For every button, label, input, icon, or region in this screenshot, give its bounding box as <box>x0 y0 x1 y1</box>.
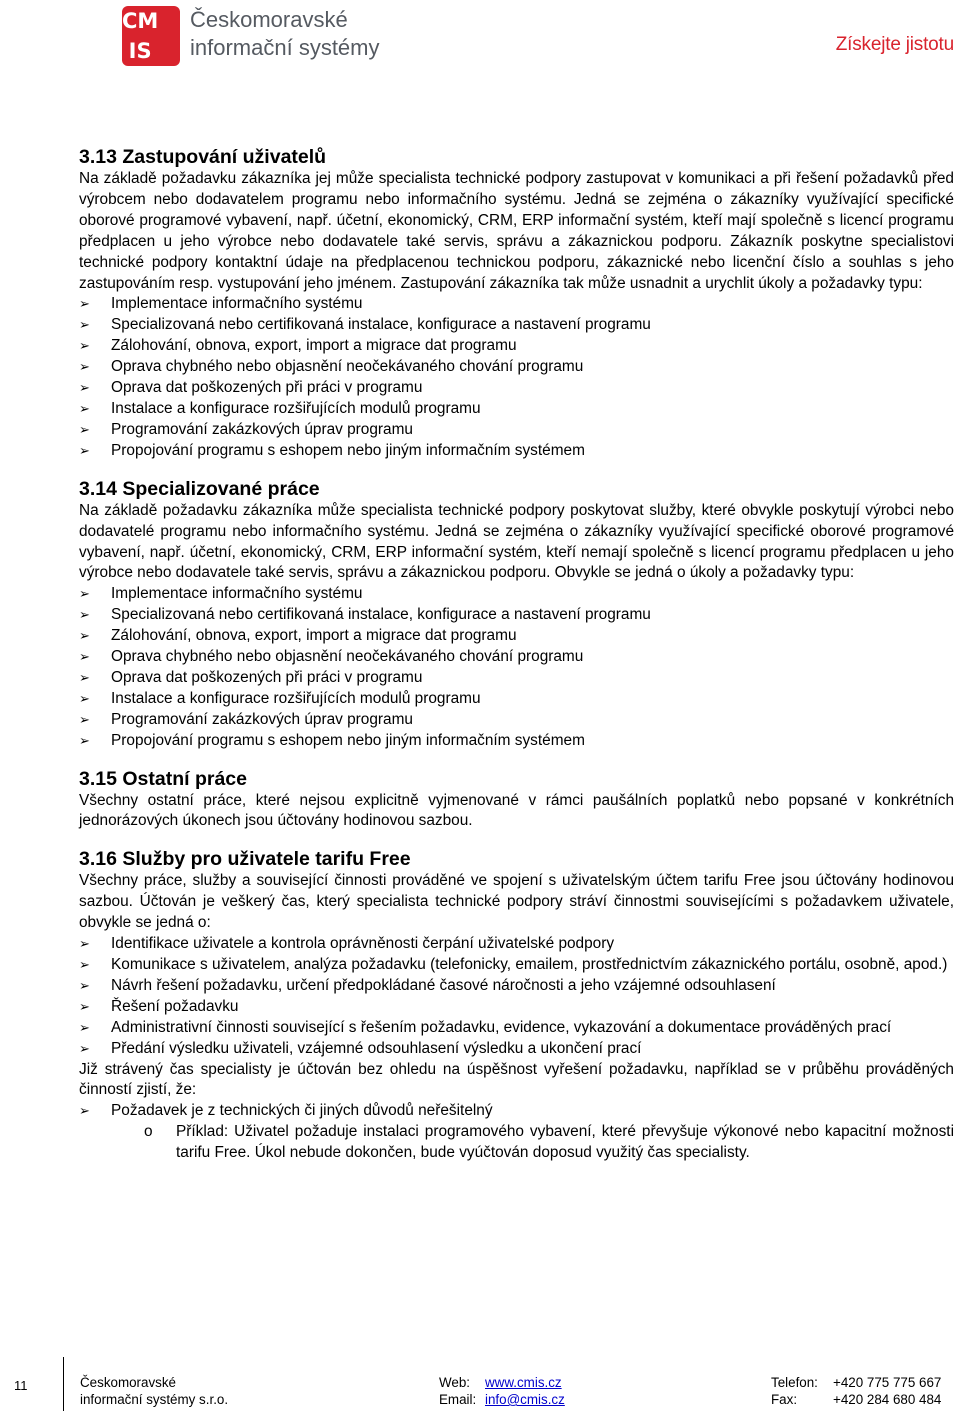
arrow-bullet-icon: ➢ <box>79 998 90 1014</box>
list-item <box>79 605 954 626</box>
list-item-text: Oprava chybného nebo objasnění neočekávaného chování programu <box>111 358 584 376</box>
list-item-text: Řešení požadavku <box>111 997 239 1015</box>
paragraph: Všechny práce, služby a související činnosti prováděné ve spojení s uživatelským účtem tarifu Free jsou účtovány hodinovou sazbou. Účtován je veškerý čas, který specialista technické podpory stráví činnostmi souvisejícími s požadavkem uživatele, obvykle se jedná o: <box>79 872 954 932</box>
web-label: Web: <box>439 1375 471 1390</box>
section-title: Specializované práce <box>122 477 320 500</box>
list-item <box>79 336 954 357</box>
list-item <box>79 731 954 752</box>
list-item-text: Specializovaná nebo certifikovaná instalace, konfigurace a nastavení programu <box>111 606 651 624</box>
logo-blank <box>158 36 180 66</box>
bullet-list <box>79 294 954 461</box>
section-number: 3.16 <box>79 848 117 871</box>
list-item-text: Propojování programu s eshopem nebo jiným informačním systémem <box>111 731 585 749</box>
arrow-bullet-icon: ➢ <box>79 628 90 644</box>
footer-contact <box>439 1374 565 1408</box>
bullet-list <box>79 584 954 751</box>
arrow-bullet-icon: ➢ <box>79 338 90 354</box>
section-title: Ostatní práce <box>122 767 248 790</box>
section-number: 3.14 <box>79 477 117 500</box>
logo-blank <box>158 6 180 36</box>
arrow-bullet-icon: ➢ <box>79 1103 90 1119</box>
arrow-bullet-icon: ➢ <box>79 317 90 333</box>
arrow-bullet-icon: ➢ <box>79 400 90 416</box>
list-item-text: Programování zakázkových úprav programu <box>111 420 413 438</box>
arrow-bullet-icon: ➢ <box>79 669 90 685</box>
fax-label: Fax: <box>771 1392 798 1407</box>
arrow-bullet-icon: ➢ <box>79 957 90 972</box>
list-item-text: Instalace a konfigurace rozšiřujících modulů programu <box>111 689 481 707</box>
list-item <box>79 357 954 378</box>
section-title: Služby pro uživatele tarifu Free <box>122 848 411 871</box>
logo-letters-bottom: IS <box>128 39 152 63</box>
list-item <box>79 710 954 731</box>
document-body <box>79 146 954 1164</box>
arrow-bullet-icon: ➢ <box>79 296 90 312</box>
arrow-bullet-icon: ➢ <box>79 607 90 623</box>
list-item-text: Zálohování, obnova, export, import a migrace dat programu <box>111 627 517 645</box>
company-name-line1: Českomoravské <box>190 7 348 32</box>
list-item-text: Implementace informačního systému <box>111 295 363 313</box>
list-item <box>79 934 954 955</box>
footer-company-line2: informační systémy s.r.o. <box>80 1392 229 1407</box>
list-item <box>79 1039 954 1060</box>
section-heading-3-13 <box>79 146 954 169</box>
logo-letters-top: CM <box>122 9 159 33</box>
sub-list-item-text: Příklad: Uživatel požaduje instalaci programového vybavení, které převyšuje výkonové nebo kapacitní možnosti tarifu Free. Úkol nebude dokončen, bude vyúčtován doposud využitý čas specialisty. <box>176 1123 954 1162</box>
section-number: 3.15 <box>79 767 117 790</box>
arrow-bullet-icon: ➢ <box>79 732 90 748</box>
list-item <box>79 420 954 441</box>
list-item-text: Návrh řešení požadavku, určení předpokládané časové náročnosti a jeho vzájemné odsouhlasení <box>111 976 776 994</box>
list-item-text: Implementace informačního systému <box>111 585 363 603</box>
arrow-bullet-icon: ➢ <box>79 977 90 993</box>
section-heading-3-16 <box>79 848 954 871</box>
footer-phones <box>771 1374 941 1408</box>
page-footer <box>0 1357 960 1411</box>
list-item-text: Instalace a konfigurace rozšiřujících modulů programu <box>111 399 481 417</box>
list-item-text: Komunikace s uživatelem, analýza požadavku (telefonicky, emailem, prostřednictvím zákaznického portálu, osobně, apod.) <box>111 956 948 973</box>
phone-number: +420 775 775 667 <box>833 1375 942 1390</box>
sub-list-item <box>144 1122 954 1164</box>
arrow-bullet-icon: ➢ <box>79 380 90 396</box>
section-heading-3-15 <box>79 768 954 791</box>
list-item <box>79 378 954 399</box>
cmis-logo-icon <box>122 6 180 66</box>
list-item <box>79 1101 954 1122</box>
arrow-bullet-icon: ➢ <box>79 1019 90 1035</box>
circle-bullet-icon: o <box>144 1123 153 1141</box>
slogan: Získejte jistotu <box>835 34 954 55</box>
arrow-bullet-icon: ➢ <box>79 690 90 706</box>
list-item <box>79 689 954 710</box>
list-item <box>79 668 954 689</box>
bullet-list <box>79 1101 954 1122</box>
fax-number: +420 284 680 484 <box>833 1392 942 1407</box>
footer-company-line1: Českomoravské <box>80 1375 176 1390</box>
email-link[interactable]: info@cmis.cz <box>485 1392 565 1407</box>
arrow-bullet-icon: ➢ <box>79 586 90 602</box>
company-name <box>190 6 380 62</box>
section-heading-3-14 <box>79 478 954 501</box>
paragraph: Na základě požadavku zákazníka jej může specialista technické podpory zastupovat v komunikaci a při řešení požadavků před výrobcem nebo dodavatelem programu nebo informačního systému. Jedná se zejména o zákazníky využívající specifické oborové programové vybavení, např. účetní, ekonomický, CRM, ERP informační systém, kteří mají společně s licencí programu předplacen u jeho výrobce nebo dodavatele také servis, správu a zákaznickou podporu. Zákazník poskytne specialistovi technické podpory kontaktní údaje na předplacenou technickou podporu, zákaznické nebo licenční číslo a souhlas s jeho zastupováním resp. vystupování jeho jménem. Zastupování zákazníka tak může usnadnit a urychlit úkoly a požadavky typu: <box>79 170 954 292</box>
list-item <box>79 626 954 647</box>
company-name-line2: informační systémy <box>190 35 380 60</box>
arrow-bullet-icon: ➢ <box>79 359 90 375</box>
list-item-text: Zálohování, obnova, export, import a migrace dat programu <box>111 337 517 355</box>
list-item <box>79 647 954 668</box>
paragraph: Všechny ostatní práce, které nejsou explicitně vyjmenované v rámci paušálních poplatků nebo popsané v konkrétních jednorázových úkonech jsou účtovány hodinovou sazbou. <box>79 791 954 830</box>
footer-company <box>80 1374 228 1408</box>
arrow-bullet-icon: ➢ <box>79 649 90 665</box>
list-item-text: Oprava dat poškozených při práci v programu <box>111 668 423 686</box>
bullet-list <box>79 934 954 1059</box>
section-number: 3.13 <box>79 146 117 168</box>
arrow-bullet-icon: ➢ <box>79 442 90 458</box>
list-item-text: Oprava dat poškozených při práci v programu <box>111 379 423 397</box>
list-item-text: Požadavek je z technických či jiných důvodů neřešitelný <box>111 1102 493 1120</box>
list-item <box>79 315 954 336</box>
arrow-bullet-icon: ➢ <box>79 711 90 727</box>
page-number: 11 <box>14 1378 28 1393</box>
arrow-bullet-icon: ➢ <box>79 936 90 952</box>
list-item <box>79 955 954 976</box>
list-item <box>79 584 954 605</box>
paragraph: Již strávený čas specialisty je účtován bez ohledu na úspěšnost vyřešení požadavku, například se v průběhu prováděných činností zjistí, že: <box>79 1060 954 1099</box>
list-item-text: Propojování programu s eshopem nebo jiným informačním systémem <box>111 441 585 459</box>
paragraph: Na základě požadavku zákazníka může specialista technické podpory poskytovat služby, které obvykle poskytují výrobci nebo dodavatelé programu nebo informačního systému. Jedná se zejména o zákazníky využívající specifické oborové programové vybavení, např. účetní, ekonomický, CRM, ERP informační systém, kteří nemají společně s licencí programu předplacen u jeho výrobce nebo dodavatele také servis, správu a zákaznickou podporu. Obvykle se jedná o úkoly a požadavky typu: <box>79 501 954 582</box>
list-item-text: Oprava chybného nebo objasnění neočekávaného chování programu <box>111 648 584 666</box>
list-item <box>79 441 954 462</box>
list-item-text: Předání výsledku uživateli, vzájemné odsouhlasení výsledku a ukončení prací <box>111 1039 642 1057</box>
sub-list <box>79 1122 954 1164</box>
arrow-bullet-icon: ➢ <box>79 1040 90 1056</box>
email-label: Email: <box>439 1392 477 1407</box>
list-item-text: Specializovaná nebo certifikovaná instalace, konfigurace a nastavení programu <box>111 316 651 334</box>
page-number-box <box>0 1357 64 1411</box>
list-item <box>79 997 954 1018</box>
page-header <box>0 0 960 80</box>
arrow-bullet-icon: ➢ <box>79 421 90 437</box>
list-item <box>79 294 954 315</box>
list-item-text: Administrativní činnosti související s řešením požadavku, evidence, vykazování a dokumentace prováděných prací <box>111 1018 892 1036</box>
phone-label: Telefon: <box>771 1375 818 1390</box>
list-item-text: Programování zakázkových úprav programu <box>111 710 413 728</box>
section-title: Zastupování uživatelů <box>122 146 327 168</box>
list-item-text: Identifikace uživatele a kontrola oprávněnosti čerpání uživatelské podpory <box>111 935 615 953</box>
list-item <box>79 1018 954 1039</box>
list-item <box>79 976 954 997</box>
web-link[interactable]: www.cmis.cz <box>485 1375 562 1390</box>
list-item <box>79 399 954 420</box>
